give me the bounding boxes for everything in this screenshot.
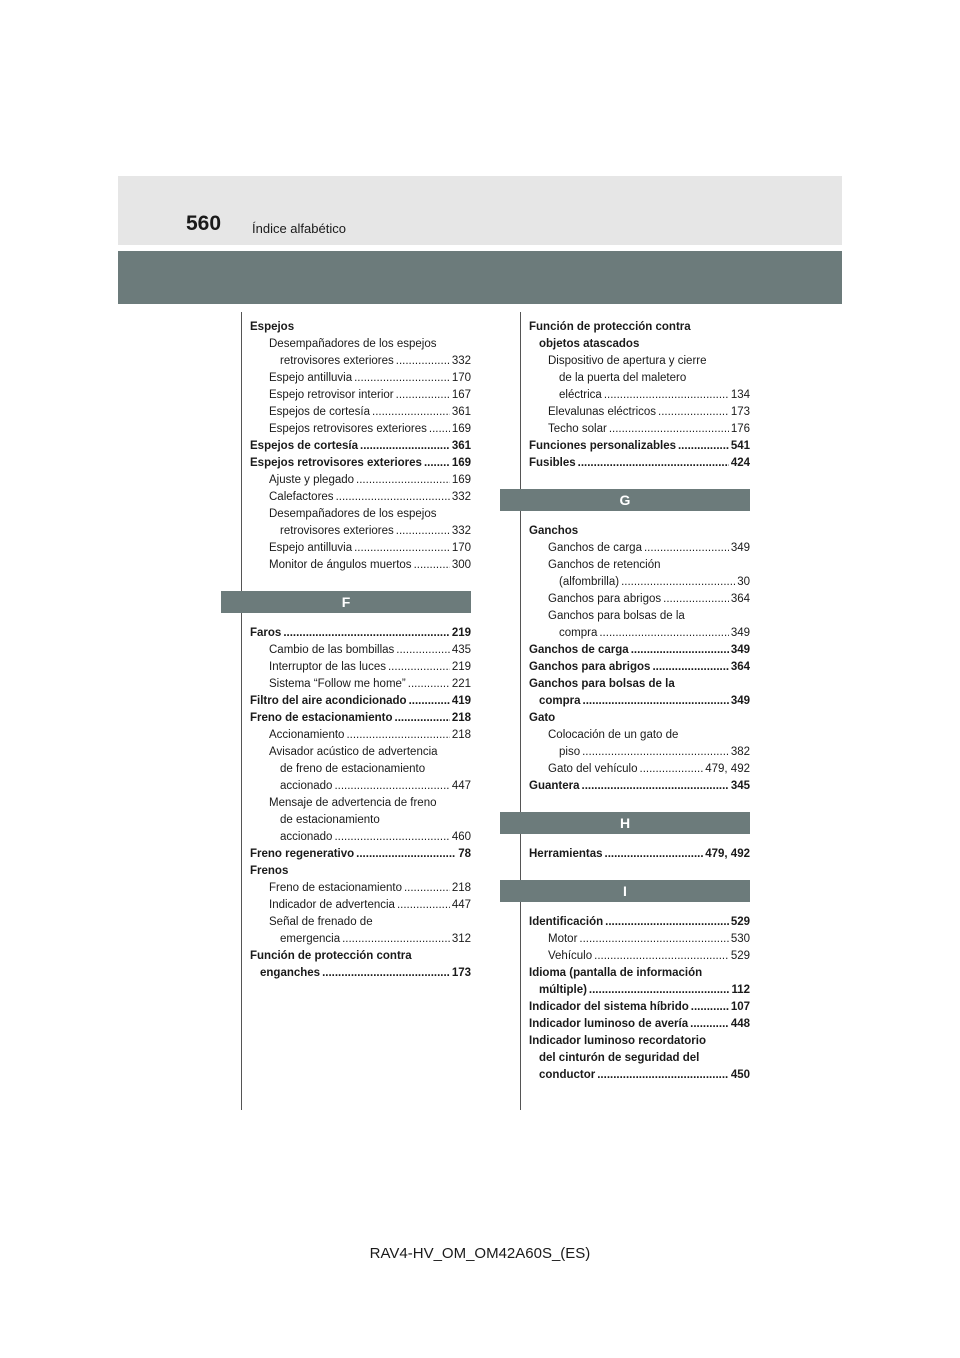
entry-page[interactable]: 169 (451, 474, 471, 486)
entry-page[interactable]: 479, 492 (705, 763, 750, 775)
entry-text: Fusibles (529, 457, 576, 469)
index-subentry (250, 897, 471, 914)
index-subentry (529, 948, 750, 965)
dot-leader (597, 1067, 729, 1084)
entry-text: Colocación de un gato de (548, 729, 679, 741)
entry-text: Función de protección contra (250, 950, 412, 962)
entry-page[interactable]: 460 (451, 831, 471, 843)
index-subentry (250, 931, 471, 948)
dot-leader (658, 404, 729, 421)
index-subentry (250, 778, 471, 795)
index-subentry (529, 557, 750, 574)
dot-leader (336, 489, 450, 506)
dot-leader (409, 693, 450, 710)
entry-text: (alfombrilla) (559, 576, 620, 588)
entry-text: eléctrica (559, 389, 602, 401)
entry-text: Gato del vehículo (548, 763, 638, 775)
dot-leader (397, 897, 450, 914)
index-subentry (250, 727, 471, 744)
entry-text: Indicador luminoso recordatorio (529, 1035, 706, 1047)
entry-text: Gato (529, 712, 556, 724)
entry-text: Indicador de advertencia (269, 899, 395, 911)
dot-leader (578, 455, 729, 472)
index-subentry (250, 404, 471, 421)
entry-text: Desempañadores de los espejos (269, 338, 437, 350)
index-column-1 (250, 319, 471, 982)
entry-text: enganches (260, 967, 321, 979)
entry-text: retrovisores exteriores (280, 355, 394, 367)
entry-page[interactable]: 300 (451, 559, 471, 571)
entry-text: Ganchos para bolsas de la (548, 610, 685, 622)
dot-leader (691, 999, 729, 1016)
index-subentry (250, 370, 471, 387)
index-entry (250, 846, 471, 863)
entry-text: Ganchos de retención (548, 559, 661, 571)
entry-page[interactable]: 218 (451, 712, 471, 724)
index-column-2 (529, 319, 750, 1084)
dot-leader (583, 693, 729, 710)
entry-text: piso (559, 746, 581, 758)
entry-text: Ganchos para bolsas de la (529, 678, 675, 690)
index-subentry (250, 676, 471, 693)
index-entry (529, 455, 750, 472)
dot-leader (356, 846, 456, 863)
letter-heading-f: F (221, 591, 471, 613)
dot-leader (640, 761, 704, 778)
index-subentry (250, 795, 471, 812)
entry-page[interactable]: 435 (451, 644, 471, 656)
entry-text: conductor (539, 1069, 596, 1081)
index-subentry (250, 523, 471, 540)
index-subentry (529, 608, 750, 625)
column-rule-right (520, 312, 521, 1110)
index-entry (529, 914, 750, 931)
index-subentry (250, 812, 471, 829)
index-subentry (250, 659, 471, 676)
entry-text: objetos atascados (539, 338, 640, 350)
dot-leader (354, 370, 450, 387)
entry-text: Ganchos para abrigos (529, 661, 651, 673)
index-subentry (250, 489, 471, 506)
entry-text: emergencia (280, 933, 341, 945)
entry-page[interactable]: 529 (730, 916, 750, 928)
dot-leader (631, 642, 729, 659)
entry-text: Herramientas (529, 848, 603, 860)
index-entry (529, 438, 750, 455)
dot-leader (690, 1016, 729, 1033)
index-subentry (250, 642, 471, 659)
entry-text: accionado (280, 780, 333, 792)
index-subentry (529, 761, 750, 778)
index-entry (250, 319, 471, 336)
entry-text: Mensaje de advertencia de freno (269, 797, 437, 809)
entry-page[interactable]: 219 (451, 627, 471, 639)
index-entry (250, 438, 471, 455)
index-entry (529, 319, 750, 336)
dot-leader (644, 540, 729, 557)
entry-text: compra (539, 695, 581, 707)
dot-leader (429, 421, 450, 438)
index-entry (250, 693, 471, 710)
entry-text: Freno de estacionamiento (269, 882, 402, 894)
entry-page[interactable]: 218 (451, 729, 471, 741)
dot-leader (396, 387, 450, 404)
index-subentry (529, 421, 750, 438)
entry-page[interactable]: 529 (730, 950, 750, 962)
index-entry (250, 710, 471, 727)
entry-page[interactable]: 219 (451, 661, 471, 673)
entry-page[interactable]: 349 (730, 644, 750, 656)
entry-page[interactable]: 173 (730, 406, 750, 418)
entry-text: Guantera (529, 780, 580, 792)
index-subentry (250, 914, 471, 931)
index-entry (529, 778, 750, 795)
entry-text: Desempañadores de los espejos (269, 508, 437, 520)
entry-text: Espejos retrovisores exteriores (250, 457, 422, 469)
dot-leader (678, 438, 729, 455)
index-entry (529, 676, 750, 693)
dot-leader (599, 625, 728, 642)
dot-leader (354, 540, 450, 557)
index-entry (250, 625, 471, 642)
entry-text: Identificación (529, 916, 604, 928)
dot-leader (334, 829, 449, 846)
index-subentry (529, 727, 750, 744)
entry-text: Espejos retrovisores exteriores (269, 423, 427, 435)
document-code: RAV4-HV_OM_OM42A60S_(ES) (369, 1245, 591, 1262)
entry-text: Accionamiento (269, 729, 345, 741)
dot-leader (334, 778, 449, 795)
index-entry (529, 1050, 750, 1067)
dot-leader (652, 659, 728, 676)
entry-text: de estacionamiento (280, 814, 380, 826)
entry-page[interactable]: 349 (730, 627, 750, 639)
entry-page[interactable]: 450 (730, 1069, 750, 1081)
entry-text: Espejos de cortesía (250, 440, 359, 452)
entry-page[interactable]: 332 (451, 491, 471, 503)
index-subentry (529, 591, 750, 608)
entry-page[interactable]: 364 (730, 593, 750, 605)
index-subentry (250, 353, 471, 370)
entry-text: Elevalunas eléctricos (548, 406, 657, 418)
dot-leader (346, 727, 449, 744)
entry-text: Monitor de ángulos muertos (269, 559, 412, 571)
entry-text: Cambio de las bombillas (269, 644, 395, 656)
index-entry (250, 863, 471, 880)
index-entry (529, 523, 750, 540)
entry-text: Idioma (pantalla de información (529, 967, 703, 979)
index-entry (529, 846, 750, 863)
entry-page[interactable]: 169 (451, 423, 471, 435)
entry-text: Funciones personalizables (529, 440, 676, 452)
dot-leader (582, 778, 729, 795)
entry-text: del cinturón de seguridad del (539, 1052, 700, 1064)
entry-page[interactable]: 361 (451, 440, 471, 452)
entry-page[interactable]: 30 (737, 576, 750, 588)
letter-heading-h: H (500, 812, 750, 834)
entry-page[interactable]: 176 (730, 423, 750, 435)
entry-page[interactable]: 221 (451, 678, 471, 690)
index-entry (529, 642, 750, 659)
entry-page[interactable]: 345 (730, 780, 750, 792)
dot-leader (322, 965, 450, 982)
entry-text: Espejo antilluvia (269, 372, 353, 384)
entry-page[interactable]: 349 (730, 542, 750, 554)
index-entry (529, 1016, 750, 1033)
index-subentry (250, 336, 471, 353)
entry-text: Espejos de cortesía (269, 406, 371, 418)
dot-leader (356, 472, 450, 489)
dot-leader (604, 387, 729, 404)
header-top-band (118, 176, 842, 245)
index-subentry (250, 506, 471, 523)
entry-text: Interruptor de las luces (269, 661, 386, 673)
dot-leader (663, 591, 729, 608)
entry-page[interactable]: 349 (730, 695, 750, 707)
entry-page[interactable]: 170 (451, 542, 471, 554)
index-entry (529, 693, 750, 710)
dot-leader (404, 880, 450, 897)
dot-leader (396, 353, 450, 370)
entry-page[interactable]: 479, 492 (705, 848, 750, 860)
entry-page[interactable]: 419 (451, 695, 471, 707)
entry-page[interactable]: 78 (458, 848, 471, 860)
entry-page[interactable]: 332 (451, 525, 471, 537)
entry-text: accionado (280, 831, 333, 843)
entry-text: Freno de estacionamiento (250, 712, 393, 724)
entry-page[interactable]: 424 (730, 457, 750, 469)
entry-page[interactable]: 107 (730, 1001, 750, 1013)
index-entry (250, 455, 471, 472)
entry-text: de la puerta del maletero (559, 372, 687, 384)
entry-text: Ajuste y plegado (269, 474, 355, 486)
index-subentry (529, 353, 750, 370)
index-subentry (529, 931, 750, 948)
entry-text: Ganchos (529, 525, 579, 537)
entry-text: Techo solar (548, 423, 607, 435)
dot-leader (621, 574, 735, 591)
entry-page[interactable]: 332 (451, 355, 471, 367)
entry-page[interactable]: 134 (730, 389, 750, 401)
entry-page[interactable]: 382 (730, 746, 750, 758)
entry-text: Indicador luminoso de avería (529, 1018, 689, 1030)
dot-leader (388, 659, 450, 676)
entry-page[interactable]: 167 (451, 389, 471, 401)
entry-text: Calefactores (269, 491, 334, 503)
index-entry (529, 336, 750, 353)
entry-text: retrovisores exteriores (280, 525, 394, 537)
dot-leader (594, 948, 729, 965)
entry-text: Espejos (250, 321, 295, 333)
index-subentry (529, 387, 750, 404)
index-entry (529, 1033, 750, 1050)
page-number: 560 (186, 212, 222, 235)
dot-leader (408, 676, 450, 693)
entry-text: Ganchos de carga (548, 542, 642, 554)
dot-leader (372, 404, 450, 421)
letter-heading-g: G (500, 489, 750, 511)
entry-text: Dispositivo de apertura y cierre (548, 355, 707, 367)
index-entry (529, 999, 750, 1016)
entry-text: múltiple) (539, 984, 587, 996)
entry-text: Espejo antilluvia (269, 542, 353, 554)
dot-leader (395, 710, 450, 727)
index-subentry (250, 880, 471, 897)
index-subentry (250, 829, 471, 846)
entry-text: Filtro del aire acondicionado (250, 695, 407, 707)
entry-page[interactable]: 112 (731, 984, 750, 996)
dot-leader (605, 914, 729, 931)
index-subentry (250, 744, 471, 761)
entry-text: Vehículo (548, 950, 593, 962)
column-rule-left (241, 312, 242, 1110)
header-dark-band (118, 251, 842, 304)
entry-page[interactable]: 447 (451, 780, 471, 792)
dot-leader (609, 421, 729, 438)
entry-text: Ganchos para abrigos (548, 593, 662, 605)
index-subentry (529, 744, 750, 761)
index-subentry (250, 472, 471, 489)
index-subentry (250, 540, 471, 557)
entry-text: Faros (250, 627, 282, 639)
dot-leader (579, 931, 728, 948)
index-subentry (529, 370, 750, 387)
dot-leader (360, 438, 450, 455)
entry-page[interactable]: 541 (730, 440, 750, 452)
dot-leader (342, 931, 450, 948)
dot-leader (396, 523, 450, 540)
entry-text: Freno regenerativo (250, 848, 355, 860)
index-entry (250, 948, 471, 965)
entry-page[interactable]: 312 (451, 933, 471, 945)
dot-leader (582, 744, 729, 761)
index-entry (529, 710, 750, 727)
index-subentry (250, 421, 471, 438)
entry-page[interactable]: 530 (730, 933, 750, 945)
dot-leader (605, 846, 704, 863)
index-entry (250, 965, 471, 982)
entry-text: Avisador acústico de advertencia (269, 746, 438, 758)
dot-leader (414, 557, 450, 574)
index-entry (529, 965, 750, 982)
index-entry (529, 1067, 750, 1084)
index-subentry (529, 574, 750, 591)
entry-text: de freno de estacionamiento (280, 763, 426, 775)
entry-text: Señal de frenado de (269, 916, 373, 928)
section-title: Índice alfabético (252, 221, 346, 236)
index-subentry (529, 540, 750, 557)
dot-leader (424, 455, 450, 472)
entry-page[interactable]: 448 (730, 1018, 750, 1030)
entry-page[interactable]: 173 (451, 967, 471, 979)
index-entry (529, 659, 750, 676)
entry-page[interactable]: 364 (730, 661, 750, 673)
index-subentry (529, 404, 750, 421)
index-subentry (250, 761, 471, 778)
index-subentry (250, 387, 471, 404)
entry-text: compra (559, 627, 598, 639)
dot-leader (589, 982, 730, 999)
dot-leader (396, 642, 450, 659)
entry-text: Frenos (250, 865, 289, 877)
entry-page[interactable]: 218 (451, 882, 471, 894)
entry-page[interactable]: 361 (451, 406, 471, 418)
index-subentry (250, 557, 471, 574)
entry-text: Indicador del sistema híbrido (529, 1001, 689, 1013)
index-entry (529, 982, 750, 999)
letter-heading-i: I (500, 880, 750, 902)
entry-text: Ganchos de carga (529, 644, 629, 656)
dot-leader (283, 625, 449, 642)
entry-text: Sistema “Follow me home” (269, 678, 406, 690)
entry-text: Motor (548, 933, 578, 945)
entry-text: Espejo retrovisor interior (269, 389, 394, 401)
entry-page[interactable]: 447 (451, 899, 471, 911)
index-subentry (529, 625, 750, 642)
entry-page[interactable]: 169 (451, 457, 471, 469)
entry-page[interactable]: 170 (451, 372, 471, 384)
entry-text: Función de protección contra (529, 321, 691, 333)
